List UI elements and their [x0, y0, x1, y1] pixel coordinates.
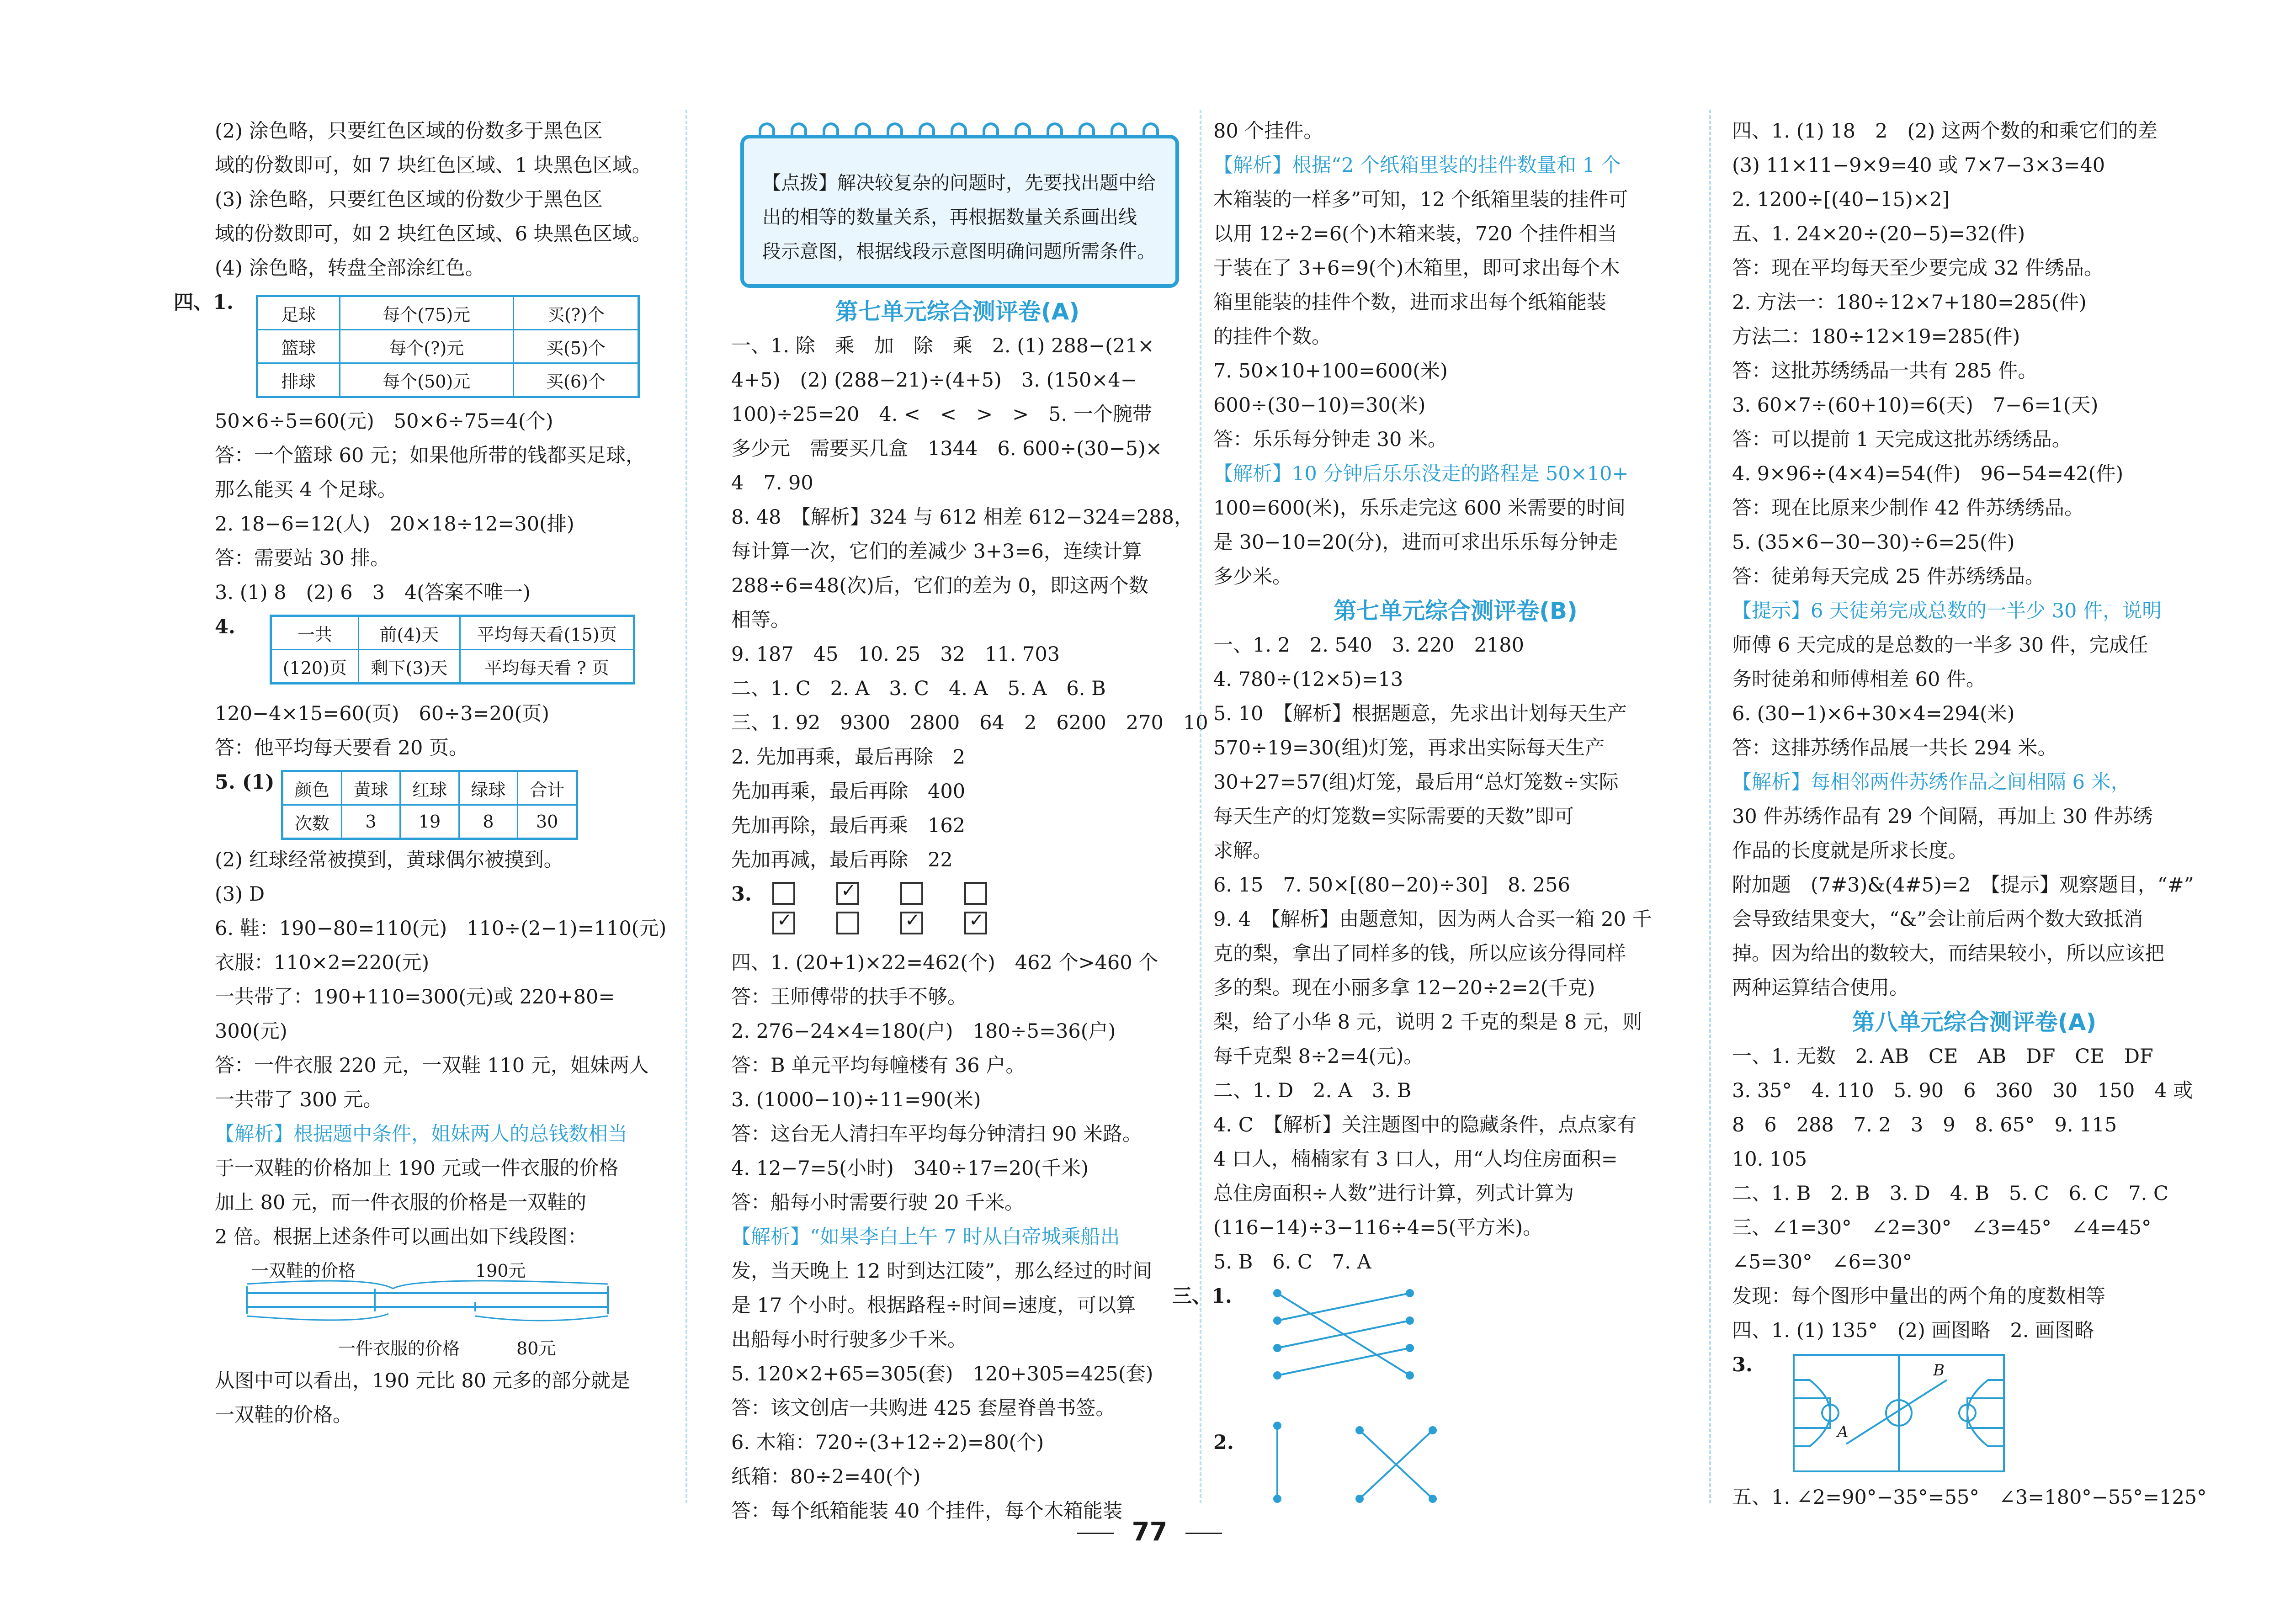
answer-line: 答：该文创店一共购进 425 套屋脊兽书签。 [731, 1397, 1116, 1420]
answer-line: 9. 4 【解析】由题意知，因为两人合买一箱 20 千 [1213, 908, 1652, 931]
answer-line: 2. 先加再乘，最后再除 2 [731, 746, 966, 769]
answer-line: 多的梨。现在小丽多拿 12−20÷2=2(千克) [1213, 977, 1595, 999]
answer-line: 8. 48 【解析】324 与 612 相差 612−324=288， [731, 506, 1194, 529]
question-number: 2. [1213, 1431, 1234, 1454]
answer-line: 5. 120×2+65=305(套) 120+305=425(套) [731, 1363, 1153, 1385]
tip-line: 段示意图，根据线段示意图明确问题所需条件。 [762, 240, 1156, 262]
answer-line: 30+27=57(组)灯笼，最后用“总灯笼数÷实际 [1213, 771, 1619, 794]
answer-line: 答：可以提前 1 天完成这批苏绣绣品。 [1732, 428, 2072, 451]
answer-line: 于一双鞋的价格加上 190 元或一件衣服的价格 [215, 1157, 619, 1180]
answer-line: 答：一件衣服 220 元，一双鞋 110 元，姐妹两人 [215, 1054, 649, 1077]
answer-line: 箱里能装的挂件个数，进而求出每个纸箱能装 [1213, 291, 1606, 314]
answer-line: 2 倍。根据上述条件可以画出如下线段图： [215, 1226, 588, 1248]
answer-line: 5. B 6. C 7. A [1213, 1251, 1371, 1274]
table-cell: 平均每天看 ? 页 [460, 650, 634, 684]
answer-line: 50×6÷5=60(元) 50×6÷75=4(个) [215, 410, 553, 433]
answer-line: 一共带了 300 元。 [215, 1088, 383, 1111]
column-divider [1709, 110, 1711, 1503]
tip-line: 出的相等的数量关系，再根据数量关系画出线 [762, 206, 1137, 228]
section-title: 第七单元综合测评卷(A) [835, 298, 1080, 325]
question-number: 3. [731, 883, 752, 906]
answer-box-empty [772, 882, 795, 905]
answer-line: 9. 187 45 10. 25 32 11. 703 [731, 643, 1060, 666]
table-cell: 3 [341, 805, 400, 839]
answer-line: 是 30−10=20(分)，进而可求出乐乐每分钟走 [1213, 531, 1618, 554]
segment-diagram [215, 1254, 672, 1364]
answer-line: 从图中可以看出，190 元比 80 元多的部分就是 [215, 1369, 630, 1392]
answer-line: (3) 11×11−9×9=40 或 7×7−3×3=40 [1732, 154, 2105, 177]
tip-line: 【点拨】解决较复杂的问题时，先要找出题中给 [762, 172, 1156, 194]
answer-line: 答：这排苏绣作品展一共长 294 米。 [1732, 737, 2057, 759]
question-number: 四、1. [174, 291, 234, 314]
answer-line: 一共带了：190+110=300(元)或 220+80= [215, 986, 615, 1008]
section-title: 第七单元综合测评卷(B) [1334, 598, 1578, 624]
answer-line: 域的份数即可，如 2 块红色区域、6 块黑色区域。 [215, 223, 652, 245]
answer-line: 8 6 288 7. 2 3 9 8. 65° 9. 115 [1732, 1114, 2117, 1136]
answer-line: 以用 12÷2=6(个)木箱来装，720 个挂件相当 [1213, 223, 1617, 245]
answer-line: 四、1. (1) 135° (2) 画图略 2. 画图略 [1732, 1319, 2094, 1342]
answer-line: 克的梨，拿出了同样多的钱，所以应该分得同样 [1213, 942, 1626, 965]
answer-line: 域的份数即可，如 7 块红色区域、1 块黑色区域。 [215, 154, 652, 177]
question-number: 5. (1) [215, 771, 275, 794]
answer-line: 附加题 (7#3)&(4#5)=2 【提示】观察题目，“#” [1732, 874, 2194, 897]
answer-line: 答：B 单元平均每幢楼有 36 户。 [731, 1054, 1026, 1077]
table-cell: 颜色 [282, 771, 342, 805]
table-cell: 买(5)个 [513, 330, 638, 363]
answer-line: 每天生产的灯笼数=实际需要的天数”即可 [1213, 805, 1574, 828]
ball-count-table [281, 770, 578, 840]
analysis-line: 【解析】根据题中条件，姐妹两人的总钱数相当 [215, 1123, 627, 1146]
answer-line: 答：现在比原来少制作 42 件苏绣绣品。 [1732, 497, 2084, 520]
answer-box-checked [964, 912, 987, 934]
table-cell: 30 [518, 805, 577, 839]
court-diagram [1791, 1353, 2011, 1476]
answer-line: 3. (1000−10)÷11=90(米) [731, 1088, 981, 1111]
answer-line: (3) D [215, 883, 265, 906]
line-drawing-2 [1213, 1417, 1698, 1508]
answer-box-empty [964, 882, 987, 905]
answer-line: 三、1. 92 9300 2800 64 2 6200 270 10 [731, 711, 1208, 734]
table-cell: 前(4)天 [358, 616, 460, 650]
table-cell: 买(?)个 [513, 296, 638, 330]
q4-4-block [215, 610, 672, 697]
answer-line: 答：一个篮球 60 元；如果他所带的钱都买足球， [215, 444, 646, 467]
answer-line: ∠5=30° ∠6=30° [1732, 1251, 1913, 1274]
answer-line: 4. 12−7=5(小时) 340÷17=20(千米) [731, 1157, 1089, 1180]
hint-line: 【提示】6 天徒弟完成总数的一半少 30 件，说明 [1732, 600, 2162, 622]
answer-line: 6. (30−1)×6+30×4=294(米) [1732, 702, 2015, 725]
answer-line: 纸箱：80÷2=40(个) [731, 1465, 921, 1488]
question-number: 3. [1732, 1353, 1753, 1376]
answer-line: 3. (1) 8 (2) 6 3 4(答案不唯一) [215, 581, 531, 604]
answer-line: 答：现在平均每天至少要完成 32 件绣品。 [1732, 257, 2104, 280]
answer-line: 先加再乘，最后再除 400 [731, 780, 966, 803]
segment-label: 190元 [475, 1261, 526, 1281]
answer-line: 出船每小时行驶多少千米。 [731, 1328, 967, 1351]
answer-line: 四、1. (1) 18 2 (2) 这两个数的和乘它们的差 [1732, 120, 2157, 143]
check-icon: ✓ [905, 910, 920, 931]
tip-box [740, 135, 1179, 288]
answer-line: 一、1. 除 乘 加 除 乘 2. (1) 288−(21× [731, 334, 1154, 357]
table-cell: 每个(50)元 [340, 363, 513, 397]
point-label: B [1933, 1361, 1945, 1380]
segment-label: 一件衣服的价格 [338, 1338, 460, 1359]
column-3 [1172, 114, 1698, 1508]
answer-line: (116−14)÷3−116÷4=5(平方米)。 [1213, 1216, 1543, 1239]
answer-line: 答：这台无人清扫车平均每分钟清扫 90 米路。 [731, 1123, 1142, 1146]
answer-line: 加上 80 元，而一件衣服的价格是一双鞋的 [215, 1191, 587, 1214]
table-cell: 次数 [282, 805, 342, 839]
analysis-line: 【解析】根据“2 个纸箱里装的挂件数量和 1 个 [1213, 154, 1621, 177]
column-2 [731, 295, 1208, 1528]
answer-line: 3. 60×7÷(60+10)=6(天) 7−6=1(天) [1732, 394, 2099, 417]
answer-line: 衣服：110×2=220(元) [215, 951, 430, 974]
answer-line: 6. 鞋：190−80=110(元) 110÷(2−1)=110(元) [215, 917, 667, 940]
cross-figure [1273, 1417, 1465, 1508]
answer-line: 会导致结果变大，“&”会让前后两个数大致抵消 [1732, 908, 2143, 931]
answer-line: (2) 红球经常被摸到，黄球偶尔被摸到。 [215, 849, 563, 871]
answer-line: 2. 1200÷[(40−15)×2] [1732, 188, 1950, 211]
analysis-line: 【解析】每相邻两件苏绣作品之间相隔 6 米， [1732, 771, 2131, 794]
answer-line: 答：船每小时需要行驶 20 千米。 [731, 1191, 1025, 1214]
answer-line: 2. 276−24×4=180(户) 180÷5=36(户) [731, 1020, 1116, 1043]
answer-line: 6. 木箱：720÷(3+12÷2)=80(个) [731, 1431, 1044, 1454]
section-title: 第八单元综合测评卷(A) [1852, 1009, 2097, 1035]
table-cell: 买(6)个 [513, 363, 638, 397]
answer-box-empty [900, 882, 923, 905]
answer-line: 每千克梨 8÷2=4(元)。 [1213, 1045, 1424, 1068]
table-cell: 排球 [257, 363, 340, 397]
answer-line: 发，当天晚上 12 时到达江陵”，那么经过的时间 [731, 1260, 1153, 1283]
answer-line: 80 个挂件。 [1213, 120, 1323, 143]
answer-line: 答：乐乐每分钟走 30 米。 [1213, 428, 1448, 451]
q4-1-block [174, 286, 672, 404]
answer-line: 答：王师傅带的扶手不够。 [731, 986, 967, 1008]
table-cell: 8 [459, 805, 518, 839]
answer-line: 5. 10 【解析】根据题意，先求出计划每天生产 [1213, 702, 1627, 725]
q4-5-block [215, 765, 672, 843]
answer-line: 那么能买 4 个足球。 [215, 478, 397, 501]
answer-line: 100=600(米)，乐乐走完这 600 米需要的时间 [1213, 497, 1626, 520]
answer-line: 方法二：180÷12×19=285(件) [1732, 325, 2020, 348]
answer-line: 288÷6=48(次)后，它们的差为 0，即这两个数 [731, 574, 1148, 597]
page-number: 77 [0, 1517, 2285, 1547]
segment-label: 一双鞋的价格 [251, 1261, 356, 1281]
table-cell: 每个(75)元 [340, 296, 513, 330]
ball-price-table [256, 295, 640, 398]
answer-line: 四、1. (20+1)×22=462(个) 462 个>460 个 [731, 951, 1158, 974]
segment-label: 80元 [516, 1338, 556, 1359]
answer-line: 4. C 【解析】关注题图中的隐藏条件，点点家有 [1213, 1114, 1637, 1136]
question-number: 4. [215, 616, 235, 638]
answer-line: 4 7. 90 [731, 472, 813, 494]
answer-line: 4 口人，楠楠家有 3 口人，用“人均住房面积= [1213, 1148, 1618, 1171]
answer-line: 相等。 [731, 609, 790, 632]
answer-line: 答：每个纸箱能装 40 个挂件，每个木箱能装 [731, 1500, 1123, 1523]
answer-line: 二、1. C 2. A 3. C 4. A 5. A 6. B [731, 677, 1106, 700]
crossing-lines-figure [1273, 1284, 1456, 1417]
reading-table [270, 615, 635, 685]
answer-line: 7. 50×10+100=600(米) [1213, 360, 1448, 382]
answer-box-empty [836, 912, 859, 934]
column-divider [686, 110, 687, 1503]
answer-line: 的挂件个数。 [1213, 325, 1331, 348]
table-cell: 平均每天看(15)页 [460, 616, 634, 650]
answer-line: 2. 18−6=12(人) 20×18÷12=30(排) [215, 513, 574, 536]
answer-line: 5. (35×6−30−30)÷6=25(件) [1732, 531, 2015, 554]
answer-line: 答：徒弟每天完成 25 件苏绣绣品。 [1732, 565, 2045, 588]
point-label: A [1837, 1423, 1849, 1441]
answer-line: 先加再减，最后再除 22 [731, 849, 953, 871]
answer-line: 发现：每个图形中量出的两个角的度数相等 [1732, 1285, 2105, 1308]
answer-line: (4) 涂色略，转盘全部涂红色。 [215, 257, 485, 280]
answer-box-checked [900, 912, 923, 934]
answer-line: 两种运算结合使用。 [1732, 977, 1909, 999]
answer-line: 五、1. 24×20÷(20−5)=32(件) [1732, 223, 2025, 245]
answer-line: 4. 9×96÷(4×4)=54(件) 96−54=42(件) [1732, 462, 2124, 485]
answer-line: 多少元 需要买几盒 1344 6. 600÷(30−5)× [731, 437, 1162, 460]
table-cell: 剩下(3)天 [358, 650, 460, 684]
table-cell: 一共 [271, 616, 359, 650]
answer-line: 300(元) [215, 1020, 287, 1043]
answer-line: 一、1. 无数 2. AB CE AB DF CE DF [1732, 1045, 2153, 1068]
answer-line: 30 件苏绣作品有 29 个间隔，再加上 30 件苏绣 [1732, 805, 2153, 828]
answer-line: 6. 15 7. 50×[(80−20)÷30] 8. 256 [1213, 874, 1570, 897]
table-cell: (120)页 [271, 650, 359, 684]
answer-line: 答：需要站 30 排。 [215, 547, 390, 570]
basketball-court-figure [1732, 1348, 2216, 1481]
answer-line: 2. 方法一：180÷12×7+180=285(件) [1732, 291, 2087, 314]
answer-line: 师傅 6 天完成的是总数的一半多 30 件，完成任 [1732, 634, 2148, 657]
answer-line: 梨，给了小华 8 元，说明 2 千克的梨是 8 元，则 [1213, 1011, 1642, 1034]
line-drawing-1 [1172, 1279, 1698, 1417]
answer-line: 务时徒弟和师傅相差 60 件。 [1732, 668, 1986, 691]
answer-line: 600÷(30−10)=30(米) [1213, 394, 1426, 417]
analysis-line: 【解析】“如果李白上午 7 时从白帝城乘船出 [731, 1226, 1120, 1248]
answer-line: 掉。因为给出的数较大，而结果较小，所以应该把 [1732, 942, 2164, 965]
check-icon: ✓ [777, 910, 792, 931]
answer-line: 答：这批苏绣绣品一共有 285 件。 [1732, 360, 2038, 382]
answer-line: 答：他平均每天要看 20 页。 [215, 737, 469, 759]
answer-line: 3. 35° 4. 110 5. 90 6 360 30 150 4 或 [1732, 1079, 2193, 1102]
column-4 [1732, 114, 2216, 1515]
table-cell: 红球 [400, 771, 459, 805]
answer-line: 多少米。 [1213, 565, 1292, 588]
check-icon: ✓ [969, 910, 984, 931]
table-cell: 每个(?)元 [340, 330, 513, 363]
answer-line: 总住房面积÷人数”进行计算，列式计算为 [1213, 1182, 1574, 1205]
answer-line: 4+5) (2) (288−21)÷(4+5) 3. (150×4− [731, 369, 1137, 392]
answer-line: (3) 涂色略，只要红色区域的份数少于黑色区 [215, 188, 603, 211]
answer-line: 作品的长度就是所求长度。 [1732, 839, 1968, 862]
answer-line: 二、1. B 2. B 3. D 4. B 5. C 6. C 7. C [1732, 1182, 2168, 1205]
table-cell: 绿球 [459, 771, 518, 805]
answer-line: 三、∠1=30° ∠2=30° ∠3=45° ∠4=45° [1732, 1216, 2152, 1239]
answer-line: 每计算一次，它们的差减少 3+3=6，连续计算 [731, 540, 1142, 563]
answer-line: 二、1. D 2. A 3. B [1213, 1079, 1412, 1102]
table-cell: 篮球 [257, 330, 340, 363]
answer-line: 是 17 个小时。根据路程÷时间=速度，可以算 [731, 1294, 1136, 1317]
table-cell: 19 [400, 805, 459, 839]
answer-box-checked [772, 912, 795, 934]
answer-line: 一双鞋的价格。 [215, 1404, 352, 1427]
column-1 [174, 114, 672, 1433]
answer-line: 一、1. 2 2. 540 3. 220 2180 [1213, 634, 1525, 657]
answer-box-checked [836, 882, 859, 905]
question-number: 三、1. [1172, 1285, 1232, 1308]
table-cell: 合计 [518, 771, 577, 805]
answer-line: 10. 105 [1732, 1148, 1807, 1171]
answer-line: 先加再除，最后再乘 162 [731, 814, 966, 837]
table-cell: 足球 [257, 296, 340, 330]
answer-line: 4. 780÷(12×5)=13 [1213, 668, 1403, 691]
table-cell: 黄球 [341, 771, 400, 805]
answer-line: (2) 涂色略，只要红色区域的份数多于黑色区 [215, 120, 603, 143]
check-icon: ✓ [841, 880, 856, 901]
answer-line: 120−4×15=60(页) 60÷3=20(页) [215, 702, 549, 725]
answer-line: 五、1. ∠2=90°−35°=55° ∠3=180°−55°=125° [1732, 1486, 2207, 1509]
answer-line: 100)÷25=20 4. < < > > 5. 一个腕带 [731, 403, 1152, 426]
answer-line: 于装在了 3+6=9(个)木箱里，即可求出每个木 [1213, 257, 1620, 280]
answer-line: 木箱装的一样多”可知，12 个纸箱里装的挂件可 [1213, 188, 1628, 211]
analysis-line: 【解析】10 分钟后乐乐没走的路程是 50×10+ [1213, 462, 1629, 485]
answer-line: 求解。 [1213, 839, 1272, 862]
answer-line: 570÷19=30(组)灯笼，再求出实际每天生产 [1213, 737, 1605, 759]
checkbox-answer-block [731, 877, 1184, 946]
